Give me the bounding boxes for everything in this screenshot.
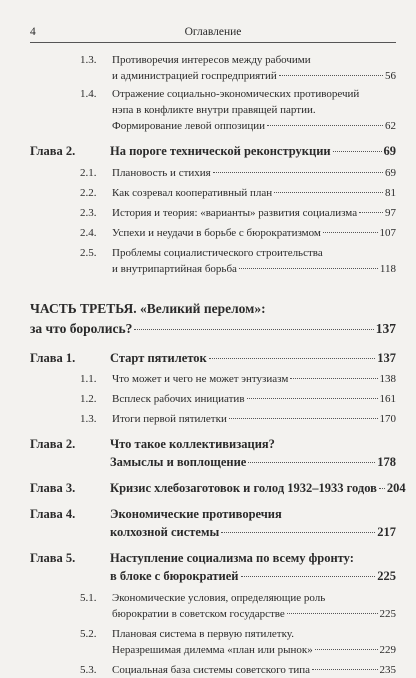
dot-leader	[247, 398, 378, 399]
toc-page-number: 62	[385, 120, 396, 132]
toc-page-number: 81	[385, 187, 396, 199]
toc-page-number: 137	[375, 321, 396, 336]
toc-section-number: 2.1.	[80, 167, 97, 179]
toc-entry-title	[112, 185, 396, 201]
toc-chapter-entry[interactable]	[30, 549, 396, 585]
toc-title-line: и внутрипартийная борьба	[112, 263, 237, 275]
toc-section-entry[interactable]	[30, 590, 396, 622]
dot-leader	[248, 462, 375, 463]
toc-chapter-label: Глава 2.	[30, 144, 76, 158]
toc-section-entry[interactable]	[30, 52, 396, 84]
toc-title-line: Кризис хлебозаготовок и голод 1932–1933 годов	[110, 481, 377, 495]
toc-title-line: Экономические условия, определяющие роль	[112, 592, 326, 604]
toc-title-line: Что может и чего не может энтузиазм	[112, 373, 289, 385]
toc-section-number: 1.2.	[80, 393, 97, 405]
page-header	[30, 26, 396, 43]
dot-leader	[315, 649, 378, 650]
toc-entry-title	[112, 86, 396, 134]
toc-entry-title	[30, 299, 396, 339]
toc-entry-title	[110, 505, 396, 541]
dot-leader	[323, 232, 378, 233]
toc-title-line: Экономические противоречия	[110, 507, 282, 521]
toc-chapter-entry[interactable]	[30, 435, 396, 471]
toc-page-number: 161	[379, 393, 396, 405]
toc-entry-title	[112, 165, 396, 181]
toc-chapter-entry[interactable]	[30, 505, 396, 541]
toc-title-line: за что боролись?	[30, 321, 133, 336]
toc-section-entry[interactable]	[30, 225, 396, 241]
toc-section-number: 5.1.	[80, 592, 97, 604]
toc-section-number: 2.5.	[80, 247, 97, 259]
toc-page-number: 229	[379, 644, 396, 656]
toc-section-number: 1.4.	[80, 88, 97, 100]
dot-leader	[239, 268, 378, 269]
toc-title-line: бюрократии в советском государстве	[112, 608, 285, 620]
toc-section-entry[interactable]	[30, 391, 396, 407]
toc-title-line: Плановая система в первую пятилетку.	[112, 628, 294, 640]
toc-title-line: Неразрешимая дилемма «план или рынок»	[112, 644, 313, 656]
toc-entry-title	[110, 479, 406, 497]
toc-title-line: Успехи и неудачи в борьбе с бюрократизмом	[112, 227, 321, 239]
toc-title-line: нэпа в конфликте внутри правящей партии.	[112, 104, 316, 116]
toc-title-line: Что такое коллективизация?	[110, 437, 275, 451]
toc-section-entry[interactable]	[30, 411, 396, 427]
toc-section-number: 1.3.	[80, 54, 97, 66]
toc-section-number: 1.1.	[80, 373, 97, 385]
toc-title-line: Социальная база системы советского типа	[112, 664, 311, 676]
page-number: 4	[30, 26, 36, 38]
toc-title-line: Проблемы социалистического строительства	[112, 247, 323, 259]
toc-section-number: 2.4.	[80, 227, 97, 239]
table-of-contents	[30, 52, 406, 678]
toc-title-line: Замыслы и воплощение	[110, 455, 247, 469]
toc-section-entry[interactable]	[30, 245, 396, 277]
toc-chapter-label: Глава 1.	[30, 351, 76, 365]
toc-page-number: 225	[379, 608, 396, 620]
dot-leader	[274, 192, 383, 193]
toc-entry-title	[110, 349, 396, 367]
toc-title-line: История и теория: «варианты» развития социализма	[112, 207, 358, 219]
dot-leader	[333, 151, 382, 152]
toc-title-line: Итоги первой пятилетки	[112, 413, 227, 425]
toc-section-number: 5.3.	[80, 664, 97, 676]
toc-page-number: 204	[386, 481, 406, 495]
toc-title-line: Формирование левой оппозиции	[112, 120, 266, 132]
toc-chapter-label: Глава 2.	[30, 437, 76, 451]
toc-entry-title	[112, 245, 396, 277]
toc-title-line: колхозной системы	[110, 525, 220, 539]
dot-leader	[241, 576, 376, 577]
toc-entry-title	[112, 590, 396, 622]
toc-section-entry[interactable]	[30, 185, 396, 201]
dot-leader	[209, 358, 375, 359]
running-title: Оглавление	[184, 26, 242, 38]
toc-title-line: Плановость и стихия	[112, 167, 211, 179]
toc-section-entry[interactable]	[30, 86, 396, 134]
toc-chapter-label: Глава 3.	[30, 481, 76, 495]
toc-title-line: На пороге технической реконструкции	[110, 144, 331, 158]
toc-title-line: Как созревал кооперативный план	[112, 187, 273, 199]
toc-title-line: Противоречия интересов между рабочими	[112, 54, 311, 66]
dot-leader	[279, 75, 383, 76]
toc-section-entry[interactable]	[30, 662, 396, 678]
toc-entry-title	[112, 52, 396, 84]
toc-entry-title	[112, 371, 396, 387]
toc-entry-title	[112, 411, 396, 427]
toc-entry-title	[112, 626, 396, 658]
toc-page-number: 178	[377, 455, 396, 469]
toc-entry-title	[112, 205, 396, 221]
toc-section-entry[interactable]	[30, 626, 396, 658]
toc-title-line: ЧАСТЬ ТРЕТЬЯ. «Великий перелом»:	[30, 301, 266, 316]
dot-leader	[287, 613, 378, 614]
toc-entry-title	[112, 225, 396, 241]
toc-title-line: в блоке с бюрократией	[110, 569, 239, 583]
toc-entry-title	[112, 391, 396, 407]
toc-section-number: 2.2.	[80, 187, 97, 199]
toc-section-number: 1.3.	[80, 413, 97, 425]
toc-chapter-entry[interactable]	[30, 349, 396, 367]
toc-title-line: Всплеск рабочих инициатив	[112, 393, 245, 405]
dot-leader	[379, 488, 385, 489]
toc-chapter-label: Глава 5.	[30, 551, 76, 565]
toc-page-number: 69	[385, 167, 396, 179]
dot-leader	[213, 172, 383, 173]
toc-section-entry[interactable]	[30, 371, 396, 387]
dot-leader	[229, 418, 378, 419]
toc-page-number: 137	[377, 351, 396, 365]
toc-chapter-entry[interactable]	[30, 142, 396, 160]
toc-page-number: 69	[383, 144, 396, 158]
toc-part-entry[interactable]	[30, 299, 396, 339]
toc-section-number: 5.2.	[80, 628, 97, 640]
toc-page-number: 138	[379, 373, 396, 385]
toc-section-number: 2.3.	[80, 207, 97, 219]
toc-entry-title	[112, 662, 396, 678]
toc-entry-title	[110, 549, 396, 585]
dot-leader	[290, 378, 377, 379]
toc-page-number: 217	[377, 525, 396, 539]
dot-leader	[134, 329, 373, 330]
toc-page-number: 170	[379, 413, 396, 425]
toc-entry-title	[110, 142, 396, 160]
toc-section-entry[interactable]	[30, 165, 396, 181]
toc-entry-title	[110, 435, 396, 471]
toc-title-line: и администрацией госпредприятий	[112, 70, 277, 82]
toc-page-number: 225	[377, 569, 396, 583]
dot-leader	[267, 125, 383, 126]
toc-page-number: 235	[379, 664, 396, 676]
toc-section-entry[interactable]	[30, 205, 396, 221]
toc-title-line: Старт пятилеток	[110, 351, 207, 365]
dot-leader	[221, 532, 375, 533]
toc-title-line: Наступление социализма по всему фронту:	[110, 551, 354, 565]
toc-chapter-entry[interactable]	[30, 479, 406, 497]
toc-title-line: Отражение социально-экономических противоречий	[112, 88, 360, 100]
toc-page-number: 97	[385, 207, 396, 219]
toc-page-number: 107	[379, 227, 396, 239]
toc-page-number: 118	[379, 263, 396, 275]
dot-leader	[359, 212, 383, 213]
dot-leader	[312, 669, 377, 670]
toc-page-number: 56	[385, 70, 396, 82]
toc-chapter-label: Глава 4.	[30, 507, 76, 521]
